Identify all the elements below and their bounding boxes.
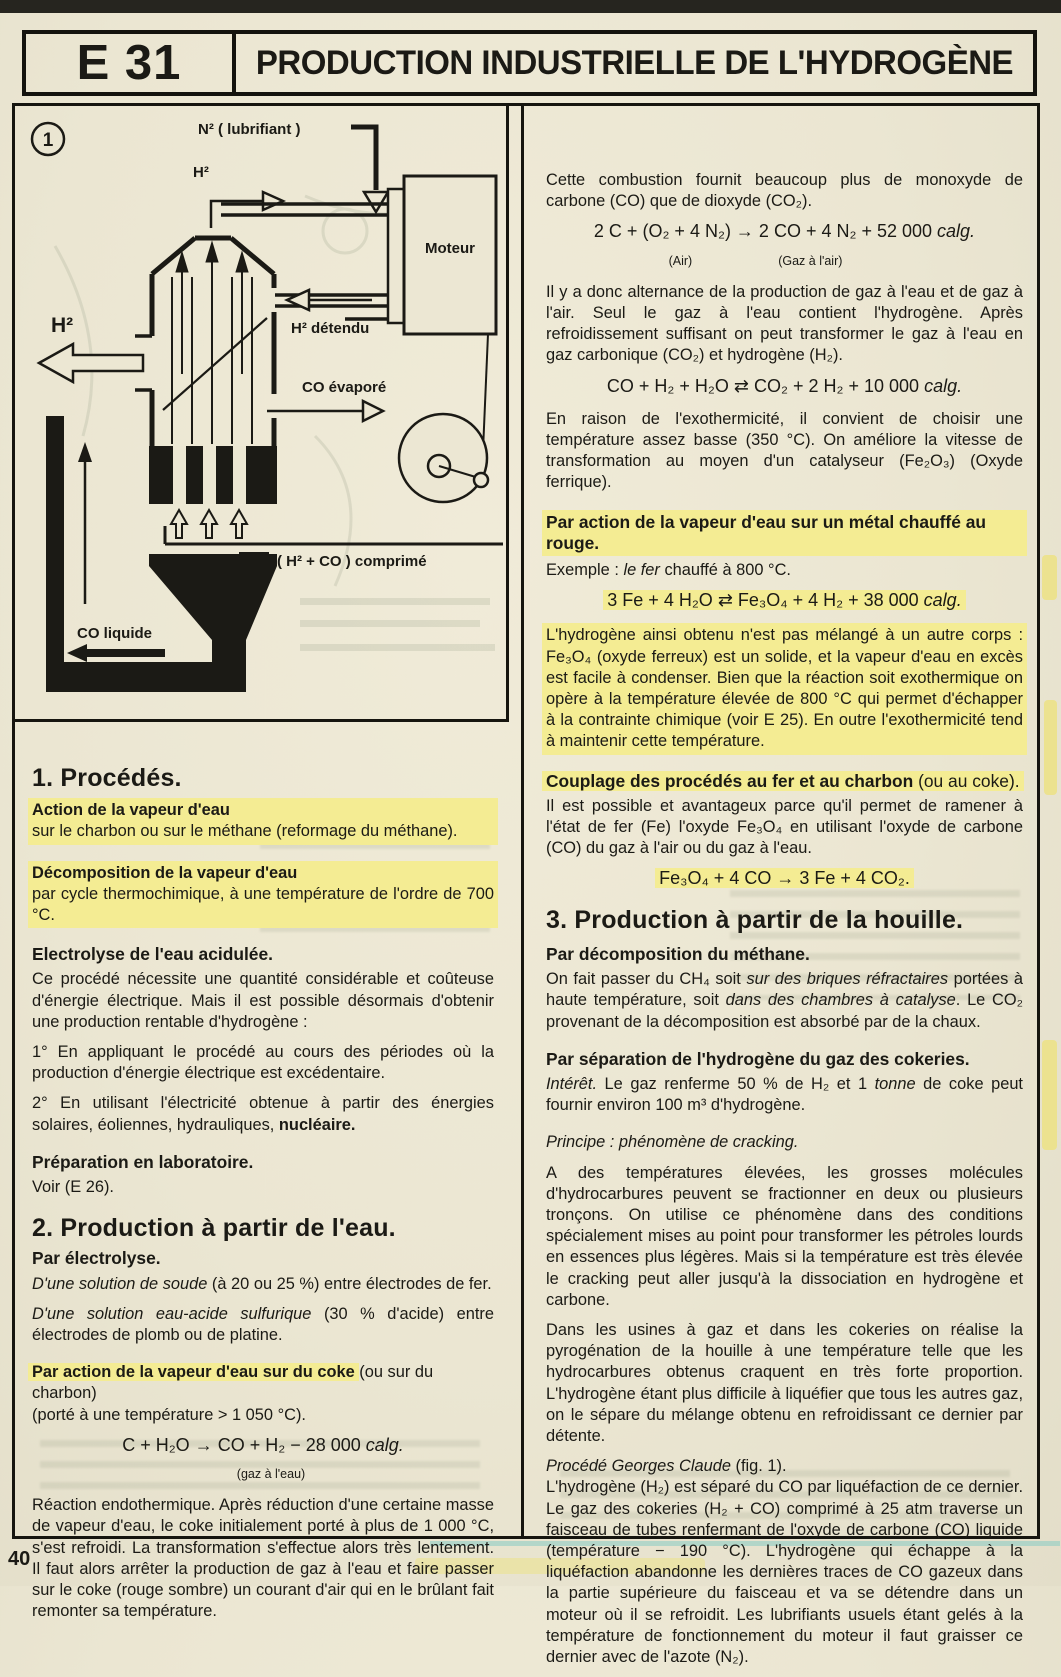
crank-pin [474, 473, 488, 487]
co-loop-arrow [78, 442, 92, 604]
section-1-title: 1. Procédés. [32, 764, 182, 792]
sublabel: (gaz à l'eau) [236, 1467, 306, 1482]
paragraph-hydrogene-obtenu: L'hydrogène ainsi obtenu n'est pas mélangé à un autre corps : Fe₃O₄ (oxyde ferreux) est un solide, et la vapeur d'eau en excès est facile à condenser. Bien que la réaction soit exothermique on opère à la température élevée de 800 °C qui permet d'échapper à la contrainte chimique (voir E 25). En outre l'exothermicité tend à maintenir cette température. [542, 623, 1027, 754]
heading-procede-claude [546, 1456, 1023, 1477]
up-arrow-icon [206, 242, 218, 262]
equation-gaz-air-sublabels [546, 251, 1023, 272]
co-return-pipe-bottom [46, 662, 246, 692]
right-arrow-icon [263, 192, 283, 210]
equation-reduction-fer [546, 868, 1023, 889]
left-arrow-icon [67, 644, 165, 662]
paragraph-claude: L'hydrogène (H₂) est séparé du CO par liquéfaction de ce dernier. Le gaz des cokeries (H₂ + CO) comprimé à 25 atm traverse un faisceau de tubes renfermant de l'oxyde de carbone (CO) liquide (température − 190 °C). L'hydrogène qui échappe à la liquéfaction abandonne les dernières traces de CO gazeux dans la partie supérieure du faisceau et va se détendre dans un moteur où il se refroidit. Les lubrifiants usuels étant gelés à la température de fonctionnement du moteur il faut graisser ce dernier avec de l'azote (N₂). [546, 1478, 1023, 1666]
text-run-italic: D'une solution de soude [32, 1274, 208, 1293]
margin-highlight-mark [1044, 700, 1057, 795]
column-divider [521, 103, 524, 1539]
heading-decomposition-methane: Par décomposition du méthane. [546, 943, 810, 964]
text-run: (fig. 1). [730, 1457, 787, 1476]
label-h2-top: H² [193, 164, 209, 181]
feed-arrows [171, 510, 247, 538]
equation-unit: calg. [365, 1434, 404, 1455]
text-run-italic: le fer [623, 561, 660, 580]
paragraph-endothermique: Réaction endothermique. Après réduction d'une certaine masse de vapeur d'eau, le coke initialement porté à plus de 1 000 °C, s'est refroidi. La transformation s'effectue alors très lentement. Il faut alors arrêter la production de gaz à l'eau et faire passer sur le coke (rouge sombre) un courant d'air qui en le brûlant fait remonter sa température. [32, 1496, 494, 1621]
equation-text: C + H₂O → CO + H₂ − 28 000 [122, 1434, 366, 1455]
condenser-funnel [149, 554, 277, 662]
text-run: On fait passer du CH₄ soit [546, 970, 747, 989]
label-h2co-comprime: ( H² + CO ) comprimé [277, 553, 427, 570]
up-arrow-icon [171, 510, 187, 538]
heading-electrolyse: Electrolyse de l'eau acidulée. [32, 944, 273, 965]
up-arrow-icon [201, 510, 217, 538]
text-run-italic: sur des briques réfractaires [746, 970, 949, 989]
equation-unit: calg. [923, 590, 962, 611]
paragraph-soude [32, 1274, 494, 1295]
label-co-evapore: CO évaporé [302, 379, 387, 396]
page-title: PRODUCTION INDUSTRIELLE DE L'HYDROGÈNE [255, 43, 1014, 82]
heading-preparation: Préparation en laboratoire. [32, 1151, 254, 1172]
text-run: (ou sur du charbon) [32, 1363, 434, 1403]
paragraph-couplage: Il est possible et avantageux parce qu'il permet de ramener à l'état de fer (Fe) l'oxyde Fe₃O₄ en utilisant l'oxyde de carbone (CO) du gaz à l'air ou du gaz à l'eau. [546, 796, 1023, 858]
paragraph-combustion: Cette combustion fournit beaucoup plus de monoxyde de carbone (CO) que de dioxyde (CO₂). [546, 171, 1023, 211]
equation-highlight: Fe₃O₄ + 4 CO → 3 Fe + 4 CO₂. [659, 868, 910, 889]
up-arrow-icon [78, 442, 92, 462]
text-run-italic: dans des chambres à catalyse [725, 991, 956, 1010]
h2co-feed-line [165, 526, 503, 544]
heading-bold: Action de la vapeur d'eau [32, 801, 230, 820]
figure-1-box [15, 106, 509, 722]
label-h2-left: H² [51, 314, 74, 337]
figure-number: 1 [42, 130, 54, 151]
text-run: de coke peut fournir environ 100 m³ d'hydrogène. [546, 1074, 1023, 1115]
up-arrow-icon [236, 252, 248, 272]
paragraph-acide [32, 1304, 494, 1346]
text-run: Le gaz renferme 50 % de H₂ et 1 [597, 1074, 875, 1093]
tube-slot [203, 446, 216, 504]
heading-highlight [546, 771, 1020, 791]
paragraph-2deg [32, 1093, 494, 1135]
paragraph-voir: Voir (E 26). [32, 1178, 114, 1197]
left-column [32, 754, 494, 1632]
heading-principe-cracking: Principe : phénomène de cracking. [546, 1133, 799, 1152]
right-column [546, 170, 1023, 1677]
n2-pipe [351, 127, 388, 212]
equation-gaz-air [546, 221, 1023, 242]
label-motor: Moteur [425, 240, 475, 257]
paragraph-exothermicite: En raison de l'exothermicité, il convient de choisir une température assez basse (350 °C). On améliore la vitesse de transformation au moyen d'un catalyseur (Fe₂O₃) (Oxyde ferrique). [546, 409, 1023, 492]
equation-unit: calg. [924, 375, 963, 396]
page-number: 40 [8, 1548, 31, 1570]
heading-sub: (porté à une température > 1 050 °C). [32, 1405, 306, 1424]
paragraph-interet [546, 1074, 1023, 1116]
equation-text: 3 Fe + 4 H₂O ⇄ Fe₃O₄ + 4 H₂ + 38 000 [607, 590, 924, 611]
lesson-code: E 31 [26, 34, 236, 92]
equation-fer-vapeur [546, 590, 1023, 611]
co-evapore-arrow [267, 401, 383, 421]
tube-slot [233, 446, 246, 504]
section-2-title: 2. Production à partir de l'eau. [32, 1214, 396, 1243]
exchanger-tower [135, 238, 274, 446]
equation-coke-sublabel [32, 1464, 494, 1485]
paragraph-pyrogenation: Dans les usines à gaz et dans les cokeries on réalise la pyrogénation de la houille à une température telle que les hydrocarbures obtenus craquent en très forte proportion. L'hydrogène étant plus difficile à liquéfier que tous les autres gaz, on le sépare du mélange obtenu en refroidissant ce dernier par détente. [546, 1320, 1023, 1445]
motor-cylinder [388, 189, 404, 323]
equation-highlight [607, 590, 961, 610]
section-3-title: 3. Production à partir de la houille. [546, 905, 964, 934]
equation-text: 2 C + (O₂ + 4 N₂) → 2 CO + 4 N₂ + 52 000 [593, 221, 938, 242]
text-run: chauffé à 800 °C. [659, 561, 791, 580]
text-run: Exemple : [546, 561, 624, 580]
text-run: portées à haute température, soit [546, 970, 1023, 1010]
equation-co-shift [546, 376, 1023, 397]
heading-decomposition [28, 861, 498, 929]
scan-edge-strip [0, 0, 1061, 13]
heading-bold: Couplage des procédés au fer et au charbon [546, 770, 914, 791]
label-n2-lubrifiant: N² ( lubrifiant ) [198, 121, 301, 138]
right-arrow-icon [363, 401, 383, 421]
text-run: (ou au coke). [913, 770, 1020, 791]
text-run-bold: nucléaire. [278, 1115, 356, 1134]
paragraph-cracking: A des températures élevées, les grosses molécules d'hydrocarbures peuvent se fractionner en deux ou plusieurs tronçons. On utilise ce phénomène dans des conditions spécialement mises au point pour transformer les pétroles lourds en essences plus légères. Mais si la température est très élevée le cracking peut aller jusqu'à la dissociation en hydrogène et carbone. [546, 1163, 1023, 1309]
text-run-italic: tonne [874, 1074, 916, 1093]
paragraph-alternance: Il y a donc alternance de la production de gaz à l'eau et de gaz à l'air. Seul le gaz à l'eau contient l'hydrogène. Après refroidissement suffisant on peut transformer le gaz à l'eau en gaz carbonique (CO₂) et hydrogène (H₂). [546, 282, 1023, 365]
up-arrow-icon [231, 510, 247, 538]
paragraph-methane [546, 969, 1023, 1033]
text-run-italic: Intérêt. [546, 1074, 598, 1093]
heading-sub: sur le charbon ou sur le méthane (reformage du méthane). [32, 822, 458, 841]
sublabel-gaz-air: (Gaz à l'air) [778, 253, 843, 268]
upflow-arrows [176, 242, 248, 388]
margin-highlight-mark [1042, 555, 1057, 600]
heading-metal-chauffe: Par action de la vapeur d'eau sur un métal chauffé au rouge. [542, 510, 1027, 556]
heading-coke [32, 1362, 494, 1426]
heading-bold: Décomposition de la vapeur d'eau [32, 863, 298, 882]
tube-slot [173, 446, 186, 504]
paragraph-electrolyse: Ce procédé nécessite une quantité considérable et coûteuse d'énergie électrique. Mais il est possible désormais d'obtenir une production rentable d'hydrogène : [32, 970, 494, 1031]
h2-top-outlet [211, 192, 283, 228]
text-run: (30 % d'acide) entre électrodes de plomb ou de platine. [32, 1304, 494, 1345]
equation-unit: calg. [937, 221, 976, 242]
heading-separation-cokeries: Par séparation de l'hydrogène du gaz des cokeries. [546, 1048, 970, 1069]
text-run: . Le CO₂ provenant de la décomposition est absorbé par de la chaux. [546, 991, 1023, 1031]
equation-text: CO + H₂ + H₂O ⇄ CO₂ + 2 H₂ + 10 000 [606, 375, 925, 396]
margin-highlight-mark [1042, 1040, 1057, 1150]
down-arrow-icon [364, 192, 388, 212]
heading-action-vapeur [28, 798, 498, 844]
sublabel-air: (Air) [668, 253, 693, 268]
text-run: (à 20 ou 25 %) entre électrodes de fer. [207, 1274, 492, 1293]
text-run: 2° En utilisant l'électricité obtenue à partir des énergies solaires, éoliennes, hydrauliques, [32, 1094, 494, 1134]
heading-sub: par cycle thermochimique, à une température de l'ordre de 700 °C. [32, 884, 494, 925]
label-h2-detendu: H² détendu [291, 320, 370, 337]
heading-par-electrolyse: Par électrolyse. [32, 1248, 161, 1269]
heading-couplage [546, 771, 1023, 792]
co-return-pipe [46, 416, 64, 692]
paragraph-1deg: 1° En appliquant le procédé au cours des périodes où la production d'énergie électrique est excédentaire. [32, 1043, 494, 1083]
text-run-italic: D'une solution eau-acide sulfurique [32, 1304, 312, 1323]
heading-bold-highlighted: Par action de la vapeur d'eau sur du coke [32, 1363, 355, 1382]
text-run-italic: Procédé Georges Claude [546, 1457, 731, 1476]
hydrogen-apparatus-diagram [15, 106, 506, 719]
equation-coke [32, 1435, 494, 1456]
page-header [22, 30, 1037, 96]
label-co-liquide: CO liquide [77, 625, 152, 642]
paragraph-exemple [546, 560, 1023, 581]
